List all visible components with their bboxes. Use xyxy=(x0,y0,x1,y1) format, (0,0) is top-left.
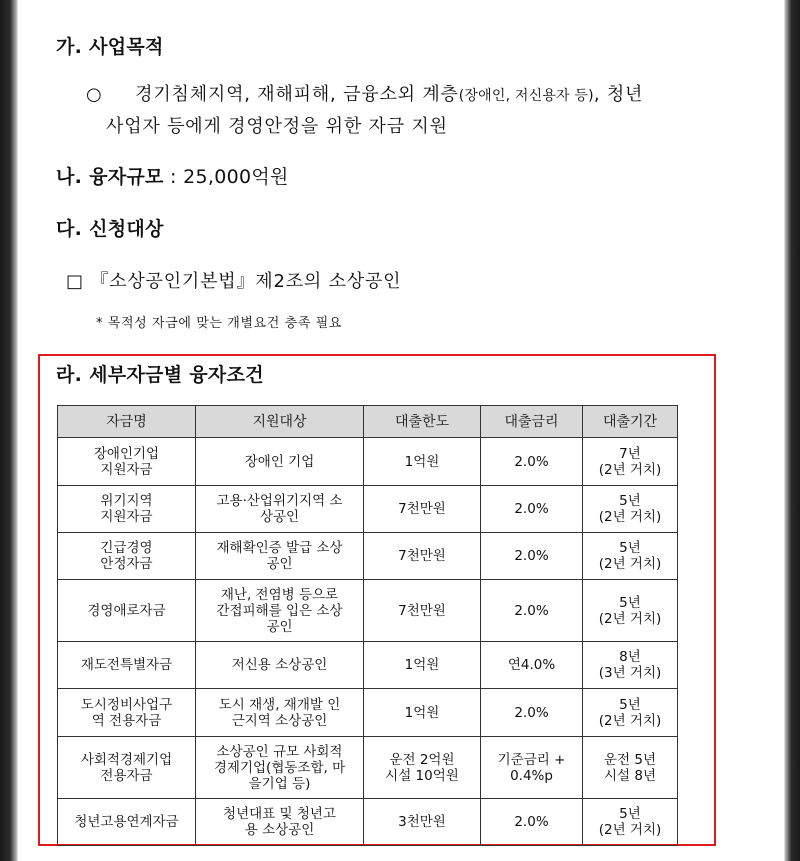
cell-line: 청년대표 및 청년고 xyxy=(223,806,336,822)
cell-line: 사회적경제기업 xyxy=(80,751,173,768)
cell-line: 재해확인증 발급 소상 xyxy=(216,540,343,556)
target-cell xyxy=(196,642,364,689)
rate-cell xyxy=(481,799,583,846)
period-cell xyxy=(583,580,678,642)
target-cell xyxy=(196,580,364,642)
table-row xyxy=(58,799,678,846)
period-cell xyxy=(583,642,678,689)
fund-name-cell xyxy=(58,438,196,486)
column-header-fund-name: 자금명 xyxy=(58,406,196,438)
cell-line: 고용·산업위기지역 소 xyxy=(216,493,343,509)
cell-line: 저신용 소상공인 xyxy=(231,657,328,673)
purpose-text-paren: (장애인, 저신용자 등) xyxy=(458,88,594,104)
column-header-period: 대출기간 xyxy=(583,406,678,438)
target-text: 『소상공인기본법』제2조의 소상공인 xyxy=(90,271,402,292)
fund-name-cell xyxy=(58,642,196,689)
purpose-text-main: 경기침체지역, 재해피해, 금융소외 계층 xyxy=(135,84,459,105)
cell-line: 시설 10억원 xyxy=(385,767,459,784)
heading-loan-scale xyxy=(56,162,289,189)
fund-name-cell xyxy=(58,799,196,846)
rate-cell xyxy=(481,438,583,486)
cell-line: (2년 거치) xyxy=(598,461,662,478)
cell-line: 5년 xyxy=(619,806,641,822)
cell-line: 근지역 소상공인 xyxy=(231,712,328,729)
rate-cell xyxy=(481,737,583,799)
limit-cell xyxy=(364,580,481,642)
column-header-limit: 대출한도 xyxy=(364,406,481,438)
rate-cell xyxy=(481,642,583,689)
cell-line: (2년 거치) xyxy=(598,556,662,572)
target-line xyxy=(66,267,401,293)
cell-line: 청년고용연계자금 xyxy=(74,814,179,830)
cell-line: 재난, 전염병 등으로 xyxy=(220,586,339,603)
loan-scale-value: : 25,000억원 xyxy=(163,166,289,188)
cell-line: 위기지역 xyxy=(100,493,153,509)
limit-cell xyxy=(364,642,481,689)
cell-line: 운전 5년 xyxy=(603,751,656,768)
cell-line: 장애인 기업 xyxy=(244,453,315,470)
table-header-row xyxy=(58,406,678,438)
target-cell xyxy=(196,737,364,799)
loan-conditions-table xyxy=(57,405,678,846)
rate-cell xyxy=(481,580,583,642)
cell-line: 1억원 xyxy=(404,453,440,470)
cell-line: 7천만원 xyxy=(398,501,446,517)
fund-name-cell xyxy=(58,533,196,580)
cell-line: 0.4%p xyxy=(510,767,553,784)
period-cell xyxy=(583,689,678,737)
cell-line: 용 소상공인 xyxy=(244,822,315,838)
cell-line: 시설 8년 xyxy=(603,767,656,784)
cell-line: 2.0% xyxy=(514,814,549,830)
fund-name-cell xyxy=(58,580,196,642)
window-frame-right xyxy=(784,0,800,861)
target-cell xyxy=(196,438,364,486)
limit-cell xyxy=(364,689,481,737)
target-note: * 목적성 자금에 맞는 개별요건 충족 필요 xyxy=(96,316,343,331)
table-row xyxy=(58,438,678,486)
cell-line: 상공인 xyxy=(259,509,300,525)
cell-line: 경영애로자금 xyxy=(87,602,166,619)
period-cell xyxy=(583,533,678,580)
cell-line: 1억원 xyxy=(404,657,440,673)
cell-line: 도시 재생, 재개발 인 xyxy=(218,696,341,713)
period-cell xyxy=(583,486,678,533)
cell-line: 2.0% xyxy=(514,602,549,619)
cell-line: (2년 거치) xyxy=(598,509,662,525)
fund-name-cell xyxy=(58,486,196,533)
limit-cell xyxy=(364,737,481,799)
cell-line: (3년 거치) xyxy=(598,665,662,681)
cell-line: 7천만원 xyxy=(398,548,446,564)
period-cell xyxy=(583,799,678,846)
cell-line: 2.0% xyxy=(514,501,549,517)
cell-line: 도시정비사업구 xyxy=(80,696,173,713)
cell-line: (2년 거치) xyxy=(598,822,662,838)
cell-line: 7년 xyxy=(619,445,641,462)
heading-loan-scale-label: 나. 융자규모 xyxy=(56,166,164,188)
target-cell xyxy=(196,486,364,533)
cell-line: 재도전특별자금 xyxy=(80,657,173,673)
cell-line: 지원자금 xyxy=(100,509,153,525)
cell-line: 5년 xyxy=(619,696,641,713)
cell-line: 운전 2억원 xyxy=(389,751,455,768)
limit-cell xyxy=(364,438,481,486)
cell-line: 5년 xyxy=(619,540,641,556)
cell-line: 8년 xyxy=(619,649,641,665)
cell-line: 2.0% xyxy=(514,548,549,564)
table-row xyxy=(58,642,678,689)
cell-line: 역 전용자금 xyxy=(91,712,162,729)
purpose-line-1 xyxy=(86,80,643,106)
heading-purpose: 가. 사업목적 xyxy=(56,36,164,58)
window-frame-left xyxy=(0,0,18,861)
column-header-rate: 대출금리 xyxy=(481,406,583,438)
cell-line: (2년 거치) xyxy=(598,712,662,729)
fund-name-cell xyxy=(58,737,196,799)
cell-line: 긴급경영 xyxy=(100,540,153,556)
limit-cell xyxy=(364,486,481,533)
fund-name-cell xyxy=(58,689,196,737)
cell-line: 5년 xyxy=(619,594,641,611)
heading-target: 다. 신청대상 xyxy=(56,218,164,240)
limit-cell xyxy=(364,799,481,846)
cell-line: 3천만원 xyxy=(398,814,446,830)
rate-cell xyxy=(481,486,583,533)
rate-cell xyxy=(481,689,583,737)
cell-line: 공인 xyxy=(266,618,293,635)
purpose-text-tail: , 청년 xyxy=(593,84,644,105)
table-row xyxy=(58,689,678,737)
cell-line: 1억원 xyxy=(404,704,440,721)
target-cell xyxy=(196,533,364,580)
table-row xyxy=(58,737,678,799)
bullet-icon: ○ xyxy=(86,84,103,105)
checkbox-icon: □ xyxy=(66,271,84,292)
cell-line: 연4.0% xyxy=(507,657,556,673)
purpose-line-2: 사업자 등에게 경영안정을 위한 자금 지원 xyxy=(106,116,448,137)
table-row xyxy=(58,486,678,533)
heading-loan-conditions: 라. 세부자금별 융자조건 xyxy=(56,364,264,386)
table-row xyxy=(58,580,678,642)
period-cell xyxy=(583,737,678,799)
cell-line: 7천만원 xyxy=(398,602,446,619)
cell-line: 안정자금 xyxy=(100,556,153,572)
cell-line: (2년 거치) xyxy=(598,610,662,627)
limit-cell xyxy=(364,533,481,580)
target-cell xyxy=(196,799,364,846)
cell-line: 장애인기업 xyxy=(93,445,160,462)
cell-line: 을기업 등) xyxy=(248,775,311,792)
cell-line: 지원자금 xyxy=(100,461,153,478)
cell-line: 간접피해를 입은 소상 xyxy=(216,602,343,619)
cell-line: 기준금리 + xyxy=(497,751,566,768)
cell-line: 공인 xyxy=(266,556,293,572)
cell-line: 5년 xyxy=(619,493,641,509)
cell-line: 경제기업(협동조합, 마 xyxy=(213,759,346,776)
period-cell xyxy=(583,438,678,486)
cell-line: 전용자금 xyxy=(100,767,153,784)
cell-line: 소상공인 규모 사회적 xyxy=(216,743,343,760)
table-row xyxy=(58,533,678,580)
cell-line: 2.0% xyxy=(514,704,549,721)
cell-line: 2.0% xyxy=(514,453,549,470)
column-header-target: 지원대상 xyxy=(196,406,364,438)
target-cell xyxy=(196,689,364,737)
rate-cell xyxy=(481,533,583,580)
